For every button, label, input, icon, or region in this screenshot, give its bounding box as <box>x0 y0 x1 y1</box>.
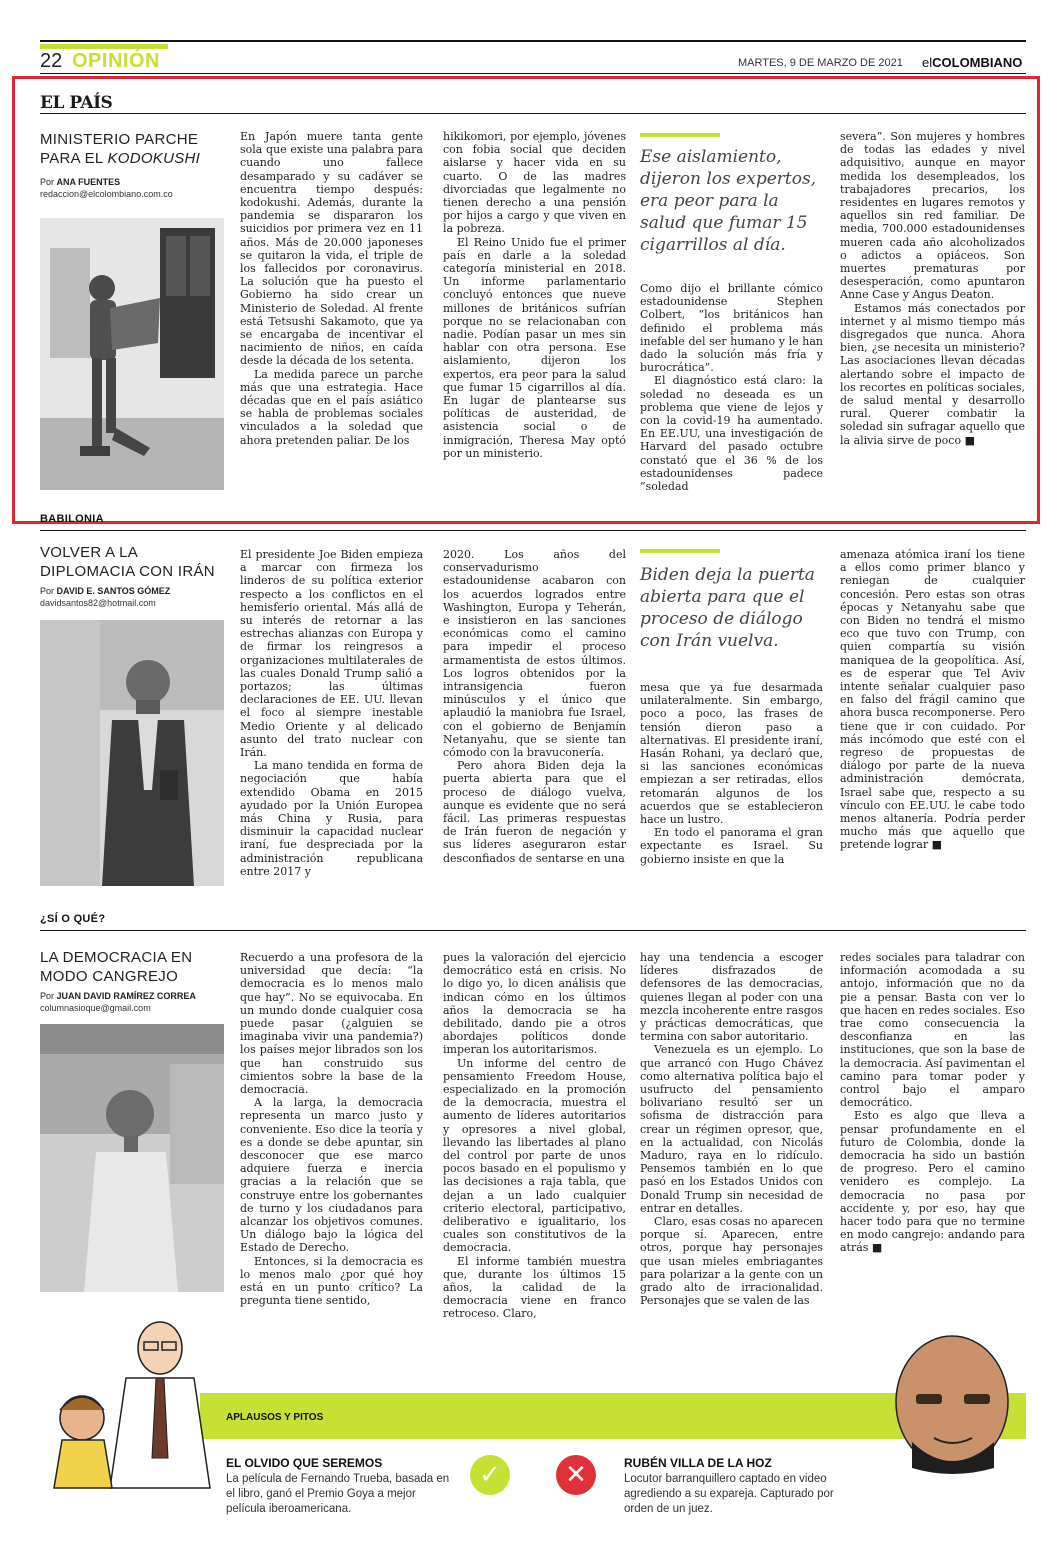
article-3-column-1 <box>240 951 423 1308</box>
byline-prefix: Por <box>40 586 57 596</box>
pull-quote: Biden deja la puerta abierta para que el proceso de diálogo con Irán vuelva. <box>640 565 815 651</box>
issue-date: MARTES, 9 DE MARZO DE 2021 <box>738 57 903 69</box>
author-portrait-image <box>40 620 224 886</box>
author-portrait-image <box>40 1024 224 1292</box>
title-line-2-italic: KODOKUSHI <box>107 150 201 167</box>
byline-prefix: Por <box>40 177 57 187</box>
header-rule <box>40 73 1026 74</box>
article-2-column-2 <box>443 548 626 892</box>
pito-text: Locutor barranquillero captado en video agrediendo a su expareja. Capturado por orden de un juez. <box>624 1473 834 1515</box>
author-photo <box>40 620 224 886</box>
paragraph: Entonces, si la democracia es lo menos malo ¿por qué hoy está en un punto crítico? La pregunta tiene sentido, <box>240 1254 423 1308</box>
author-name: DAVID E. SANTOS GÓMEZ <box>56 586 171 596</box>
section-rule <box>40 930 1026 931</box>
paragraph: Claro, esas cosas no aparecen porque sí. Aparecen, entre otros, porque hay personajes que usan mieles embriagantes para polarizar a la gente con un grado alto de irracionalidad. Personajes que se valen de las <box>640 1215 823 1308</box>
paragraph: El diagnóstico está claro: la soledad no deseada es un problema que viene de lejos y con la covid-19 ha aumentado. En EE.UU, una investigación de Harvard del pasado octubre constató que el 36 % de los estadounidenses padece “soledad <box>640 374 823 494</box>
article-3-column-4 <box>840 951 1025 1293</box>
top-rule <box>40 40 1026 42</box>
check-icon: ✓ <box>470 1455 510 1495</box>
paragraph: 2020. Los años del conservadurismo estadounidense acabaron con los acuerdos logrados entre Washington, Europa y Teherán, e insistieron en las sanciones económicas como el camino para impedir el proceso armamentista de estos últimos. Los logros obtenidos por la intransigencia fueron minúsculos y el único que aplaudió la maniobra fue Israel, con el gobierno de Benjamín Netanyahu, que se siente tan cómodo con la bravuconería. <box>443 548 626 760</box>
newspaper-logo <box>922 55 1022 70</box>
paragraph: Recuerdo a una profesora de la universidad que decía: “la democracia es lo menos malo que hay”. No se equivocaba. En un mundo donde cualquier cosa puede pasar (¿alguien se imaginaba vivir una pandemia?) los países mejor librados son los que han construido sus cimientos sobre la base de la democracia. <box>240 951 423 1097</box>
title-line-1: VOLVER A LA <box>40 544 139 561</box>
article-2-column-4 <box>840 548 1025 892</box>
brand-name: COLOMBIANO <box>932 55 1023 70</box>
paragraph: Esto es algo que lleva a pensar profundamente en el futuro de Colombia, donde la democracia ha sido un bastión de progreso. Pero el camino venidero es complejo. La democracia no pasa por accidente y, por eso, hay que hacer todo para que no termine en modo cangrejo: andando para atrás ■ <box>840 1109 1025 1255</box>
bald-man-drawing <box>882 1330 1024 1480</box>
paragraph: redes sociales para taladrar con información acomodada a su antojo, información que no da pie a pensar. Basta con ver lo que hacen en redes sociales. Eso trae como consecuencia la desconfianza en las instituciones, que son la base de la democracia. Así pavimentan el camino para tomar poder y control bajo el amparo democrático. <box>840 951 1025 1110</box>
article-title <box>40 948 230 986</box>
author-name: ANA FUENTES <box>56 177 121 187</box>
author-email: davidsantos82@hotmail.com <box>40 598 156 608</box>
section-label-si-o-que: ¿SÍ O QUÉ? <box>40 913 106 925</box>
article-2-column-3 <box>640 681 823 892</box>
paragraph: Como dijo el brillante cómico estadounidense Stephen Colbert, “los británicos han definido el problema más inefable del ser humano y le han dado la solución más fría y burocrática”. <box>640 282 823 375</box>
byline <box>40 586 170 596</box>
page-number: 22 <box>40 50 63 72</box>
pull-quote-accent <box>640 549 720 553</box>
paragraph: mesa que ya fue desarmada unilateralmente. Sin embargo, poco a poco, las frases de tensión dieron paso a alternativas. El presidente iraní, Hasán Rohani, ya declaró que, si las sanciones económicas empiezan a ser retiradas, ellos retomarán algunos de los acuerdos que se establecieron hace un lustro. <box>640 681 823 827</box>
author-email: columnasioque@gmail.com <box>40 1003 151 1013</box>
byline-prefix: Por <box>40 991 57 1001</box>
title-line-2: DIPLOMACIA CON IRÁN <box>40 563 215 580</box>
highlight-box <box>12 76 1040 524</box>
paragraph: hay una tendencia a escoger líderes disfrazados de defensores de las democracias, quienes llegan al poder con una mezcla incoherente entre rasgos y prácticas democráticas, que termina con sabor autoritario. <box>640 951 823 1044</box>
section-label-el-pais: EL PAÍS <box>40 93 113 113</box>
paragraph: El Reino Unido fue el primer país en darle a la soledad categoría ministerial en 2018. Un informe parlamentario concluyó entonces que nueve millones de británicos sufrían porque no se relacionaban con nadie. Podían pasar un mes sin hablar con otra persona. Ese aislamiento, dijeron los expertos, era peor para la salud que fumar 15 cigarrillos al día. En lugar de plantearse sus políticas de austeridad, de asistencia social o de inmigración, Theresa May optó por un ministerio. <box>443 235 626 460</box>
doctor-and-child-drawing <box>40 1318 226 1488</box>
article-3-column-3 <box>640 951 823 1308</box>
section-rule <box>40 530 1026 531</box>
paragraph: Estamos más conectados por internet y al mismo tiempo más disgregados que nunca. Ahora bien, ¿se necesita un ministerio? Las asociaciones llevan décadas alertando sobre el impacto de los recortes en políticas sociales, de salud mental y desarrollo rural. Querer combatir la soledad sin sufragar aquello que la alivia sirve de poco ■ <box>840 301 1025 447</box>
paragraph: amenaza atómica iraní los tiene a ellos como primer blanco y reniegan de cualquier concesión. Pero estas son otras épocas y Netanyahu sabe que con Biden no tendrá el mismo eco que tuvo con Trump, con quien compartía su visión maniquea de la geopolítica. Así, es de esperar que Tel Aviv intente señalar cualquier paso en falso del frágil camino que ahora busca recomponerse. Pero tiene que ir con cuidado. Por más incómodo que esté con el regreso de propuestas de diálogo por parte de la nueva administración demócrata, Israel sabe que, respecto a su vínculo con EE.UU. le cabe todo menos altanería. Podría perder mucho más que aquello que pretende lograr ■ <box>840 548 1025 852</box>
title-line-2: MODO CANGREJO <box>40 968 179 985</box>
pull-quote: Ese aislamiento, dijeron los expertos, era peor para la salud que fumar 15 cigarrillos al día. <box>640 147 817 255</box>
paragraph: severa”. Son mujeres y hombres de todas las edades y nivel adquisitivo, aunque en mayor medida los desempleados, los trabajadores precarios, los residentes en lugares remotos y aquellos sin red familiar. De media, 700.000 estadounidenses mueren cada año alcoholizados o adictos a opiáceos. Son muertes prematuras por desesperación, como apuntaron Anne Case y Angus Deaton. <box>840 130 1025 302</box>
author-name: JUAN DAVID RAMÍREZ CORREA <box>56 991 196 1001</box>
aplausos-label: APLAUSOS Y PITOS <box>226 1412 324 1423</box>
paragraph: El informe también muestra que, durante los últimos 15 años, la calidad de la democracia viene en franco retroceso. Claro, <box>443 1254 626 1321</box>
paragraph: La mano tendida en forma de negociación que había extendido Obama en 2015 ayudado por la Unión Europea más China y Rusia, para disminuir la capacidad nuclear iraní, fue despreciada por la administración republicana entre 2017 y <box>240 759 423 878</box>
title-line-1: LA DEMOCRACIA EN <box>40 949 193 966</box>
section-accent-bar <box>40 44 168 49</box>
section-label-babilonia: BABILONIA <box>40 513 104 525</box>
aplauso-text: La película de Fernando Trueba, basada en el libro, ganó el Premio Goya a mejor película iberoamericana. <box>226 1473 450 1515</box>
article-2-column-1 <box>240 548 423 892</box>
pito-title: RUBÉN VILLA DE LA HOZ <box>624 1456 772 1470</box>
paragraph: Un informe del centro de pensamiento Freedom House, especializado en la promoción de la democracia, muestra el aumento de líderes autoritarios y opresores a nivel global, llevando las libertades al plano del control por parte de unos pocos basado en el populismo y las decisiones a raja tabla, que dejan a un lado cualquier criterio electoral, participativo, deliberativo e igualitario, los cuales son constitutivos de la democracia. <box>443 1056 626 1255</box>
paragraph: En Japón muere tanta gente sola que existe una palabra para cuando uno fallece desamparado y su cadáver se encuentra tiempo después: kodokushi. Además, durante la pandemia se dispararon los suicidios por primera vez en 11 años. Más de 20.000 japoneses se quitaron la vida, el triple de los fallecidos por coronavirus. La solución que ha puesto el Gobierno ha sido crear un Ministerio de Soledad. Al frente está Tetsushi Sakamoto, que ya se encargaba de incentivar el nacimiento de niños, en caída desde la década de los setenta. <box>240 130 423 368</box>
paragraph: Venezuela es un ejemplo. Lo que arrancó con Hugo Chávez como alternativa política bajo el usufructo del pensamiento bolivariano resultó ser un sofisma de distracción para crear un régimen opresor, que, en la actualidad, con Nicolás Maduro, raya en lo ridículo. Pensemos también en lo que pasó en los Estados Unidos con Donald Trump sin necesidad de entrar en detalles. <box>640 1043 823 1215</box>
title-line-2-prefix: PARA EL <box>40 150 108 167</box>
paragraph: En todo el panorama el gran expectante es Israel. Su gobierno insiste en que la <box>640 826 823 866</box>
aplauso-title: EL OLVIDO QUE SEREMOS <box>226 1456 383 1470</box>
article-3-column-2 <box>443 951 626 1321</box>
paragraph: pues la valoración del ejercicio democrático está en crisis. No lo digo yo, lo dicen análisis que indican cómo en los últimos años la democracia se ha debilitado, dando pie a otros abordajes políticos donde imperan los autoritarismos. <box>443 951 626 1057</box>
paragraph: hikikomori, por ejemplo, jóvenes con fobia social que deciden aislarse y hacer vida en su cuarto. O de las madres divorciadas que legalmente no tienen derecho a una pensión por hijos a cargo y que viven en la pobreza. <box>443 130 626 236</box>
byline <box>40 991 196 1001</box>
paragraph: El presidente Joe Biden empieza a marcar con firmeza los linderos de su política exterior respecto a los conflictos en el hemisferio oriental. Más allá de su interés de retornar a las estrechas alianzas con Europa y de firmar los reingresos a organizaciones multilaterales de las cuales Donald Trump salió a portazos; las últimas declaraciones de EE. UU. llevan el foco al siempre inestable Medio Oriente y al delicado asunto del trato nuclear con Irán. <box>240 548 423 760</box>
caricature-illustration-left <box>40 1318 226 1488</box>
author-photo <box>40 1024 224 1292</box>
title-line-1: MINISTERIO PARCHE <box>40 131 199 148</box>
paragraph: A la larga, la democracia representa un marco justo y conveniente. Eso dice la teoría y es a donde se debe apuntar, sin desconocer que ese marco adquiere fuerza e inercia gracias a la relación que se construye entre los gobernantes de turno y los ciudadanos para alcanzar los objetivos comunes. Un diálogo bajo la lógica del Estado de Derecho. <box>240 1096 423 1255</box>
caricature-illustration-right <box>882 1330 1024 1480</box>
section-title: OPINIÓN <box>72 50 160 72</box>
author-email: redaccion@elcolombiano.com.co <box>40 189 173 199</box>
brand-prefix: el <box>922 55 933 70</box>
paragraph: La medida parece un parche más que una estrategia. Hace décadas que en el país asiático se habla de problemas sociales vinculados a la soledad que ahora pretenden paliar. De los <box>240 367 423 447</box>
article-title <box>40 543 230 581</box>
cross-icon: ✕ <box>556 1455 596 1495</box>
paragraph: Pero ahora Biden deja la puerta abierta para que el proceso de diálogo vuelva, aunque es evidente que no será fácil. Las primeras respuestas de Irán fueron de negación y sus líderes aseguraron estar desconfiados de sentarse en una <box>443 759 626 865</box>
